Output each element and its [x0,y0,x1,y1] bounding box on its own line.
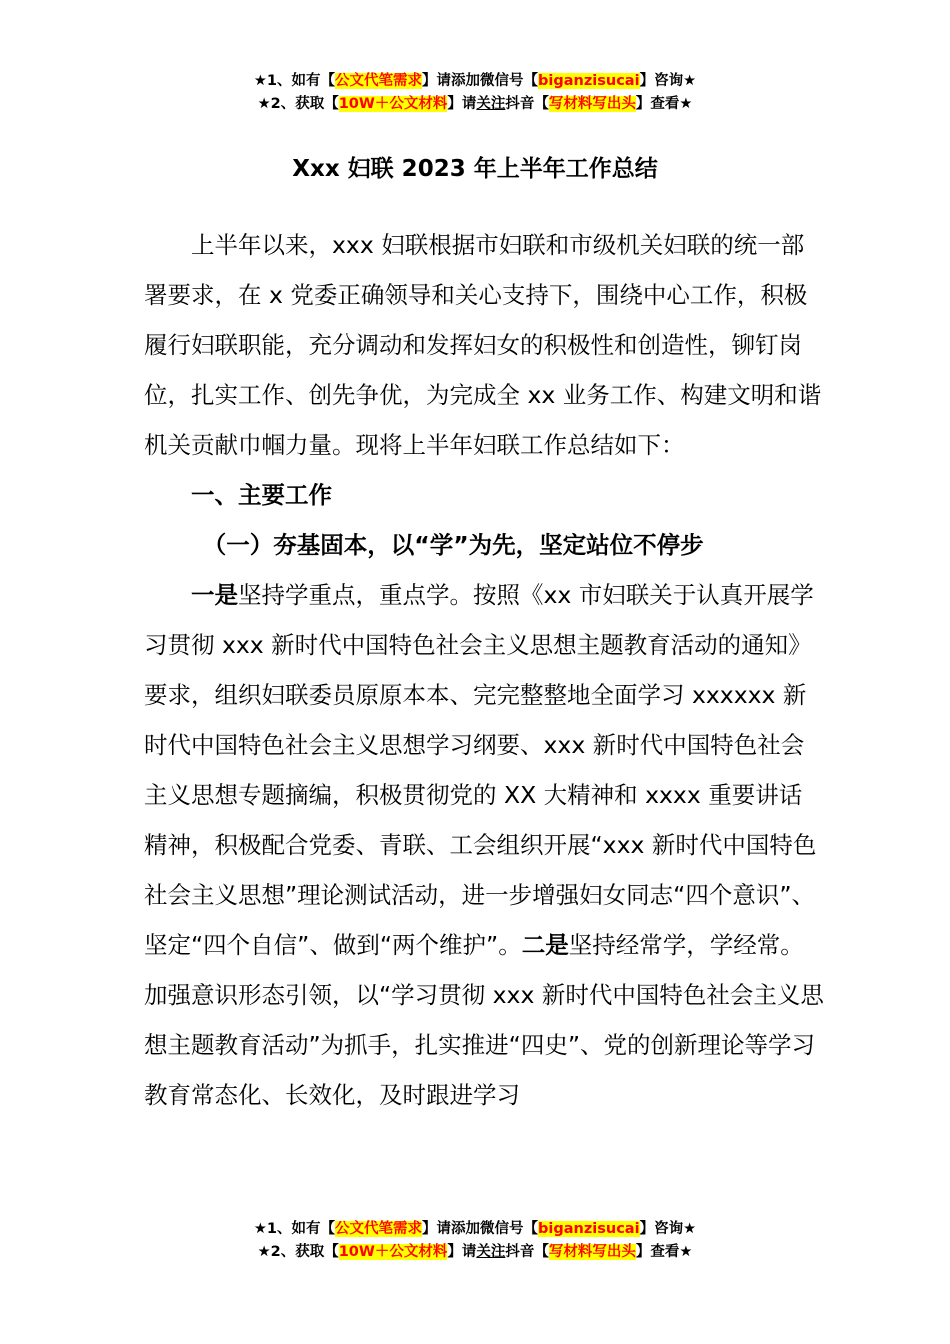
subsection-heading: （一）夯基固本，以“学”为先，坚定站位不停步 [202,531,704,559]
banner-text: ★2、获取【 [257,96,339,112]
banner-text: ★2、获取【 [257,1244,339,1260]
banner-line-1 [0,1218,950,1241]
banner-text: 】请 [447,96,477,112]
banner-highlight-wechat: biganzisucai [538,73,640,89]
banner-highlight: 公文代笔需求 [335,73,423,89]
banner-highlight: 公文代笔需求 [335,1221,423,1237]
section-heading: 一、主要工作 [191,481,332,509]
banner-text: 】查看★ [635,1244,693,1260]
body-paragraph [144,570,824,1120]
document-title: Xxx 妇联 2023 年上半年工作总结 [292,156,658,182]
banner-text: ★1、如有【 [253,1221,336,1237]
banner-line-2 [0,1241,950,1264]
banner-text: 抖音【 [505,1244,549,1260]
banner-text: 】咨询★ [639,1221,697,1237]
banner-underline: 关注 [476,1244,506,1260]
banner-text: 】咨询★ [639,73,697,89]
banner-highlight-douyin: 写材料写出头 [548,1244,636,1260]
paragraph-text-2: 坚持经常学，学经常。加强意识形态引领，以“学习贯彻 xxx 新时代中国特色社会主义思想主题教育活动”为抓手，扎实推进“四史”、党的创新理论等学习教育常态化、长效化，及时跟进学习 [144,931,824,1109]
banner-highlight-douyin: 写材料写出头 [548,96,636,112]
banner-text: 抖音【 [505,96,549,112]
paragraph-text-1: 坚持学重点，重点学。按照《xx 市妇联关于认真开展学习贯彻 xxx 新时代中国特色社会主义思想主题教育活动的通知》要求，组织妇联委员原原本本、完完整整地全面学习 xxxxxx 新时代中国特色社会主义思想学习纲要、xxx 新时代中国特色社会主义思想专题摘编，积极贯彻党的 XX 大精神和 xxxx 重要讲话精神，积极配合党委、青联、工会组织开展“xxx 新时代中国特色社会主义思想”理论测试活动，进一步增强妇女同志“四个意识”、坚定“四个自信”、做到“两个维护”。 [144,581,817,959]
banner-highlight: 10W＋公文材料 [338,1244,448,1260]
banner-text: 】请添加微信号【 [422,1221,539,1237]
banner-line-1 [0,70,950,93]
banner-text: 】请 [447,1244,477,1260]
intro-paragraph: 上半年以来，xxx 妇联根据市妇联和市级机关妇联的统一部署要求，在 x 党委正确领导和关心支持下，围绕中心工作，积极履行妇联职能，充分调动和发挥妇女的积极性和创造性，铆钉岗位，扎实工作、创先争优，为完成全 xx 业务工作、构建文明和谐机关贡献巾帼力量。现将上半年妇联工作总结如下： [144,231,822,459]
banner-line-2 [0,93,950,116]
bottom-banner [0,1218,950,1264]
top-banner [0,70,950,116]
banner-underline: 关注 [476,96,506,112]
document-body [144,220,824,1120]
banner-highlight: 10W＋公文材料 [338,96,448,112]
lead-label-1: 一是 [191,581,238,609]
banner-text: ★1、如有【 [253,73,336,89]
lead-label-2: 二是 [521,931,569,959]
banner-highlight-wechat: biganzisucai [538,1221,640,1237]
banner-text: 】请添加微信号【 [422,73,539,89]
banner-text: 】查看★ [635,96,693,112]
